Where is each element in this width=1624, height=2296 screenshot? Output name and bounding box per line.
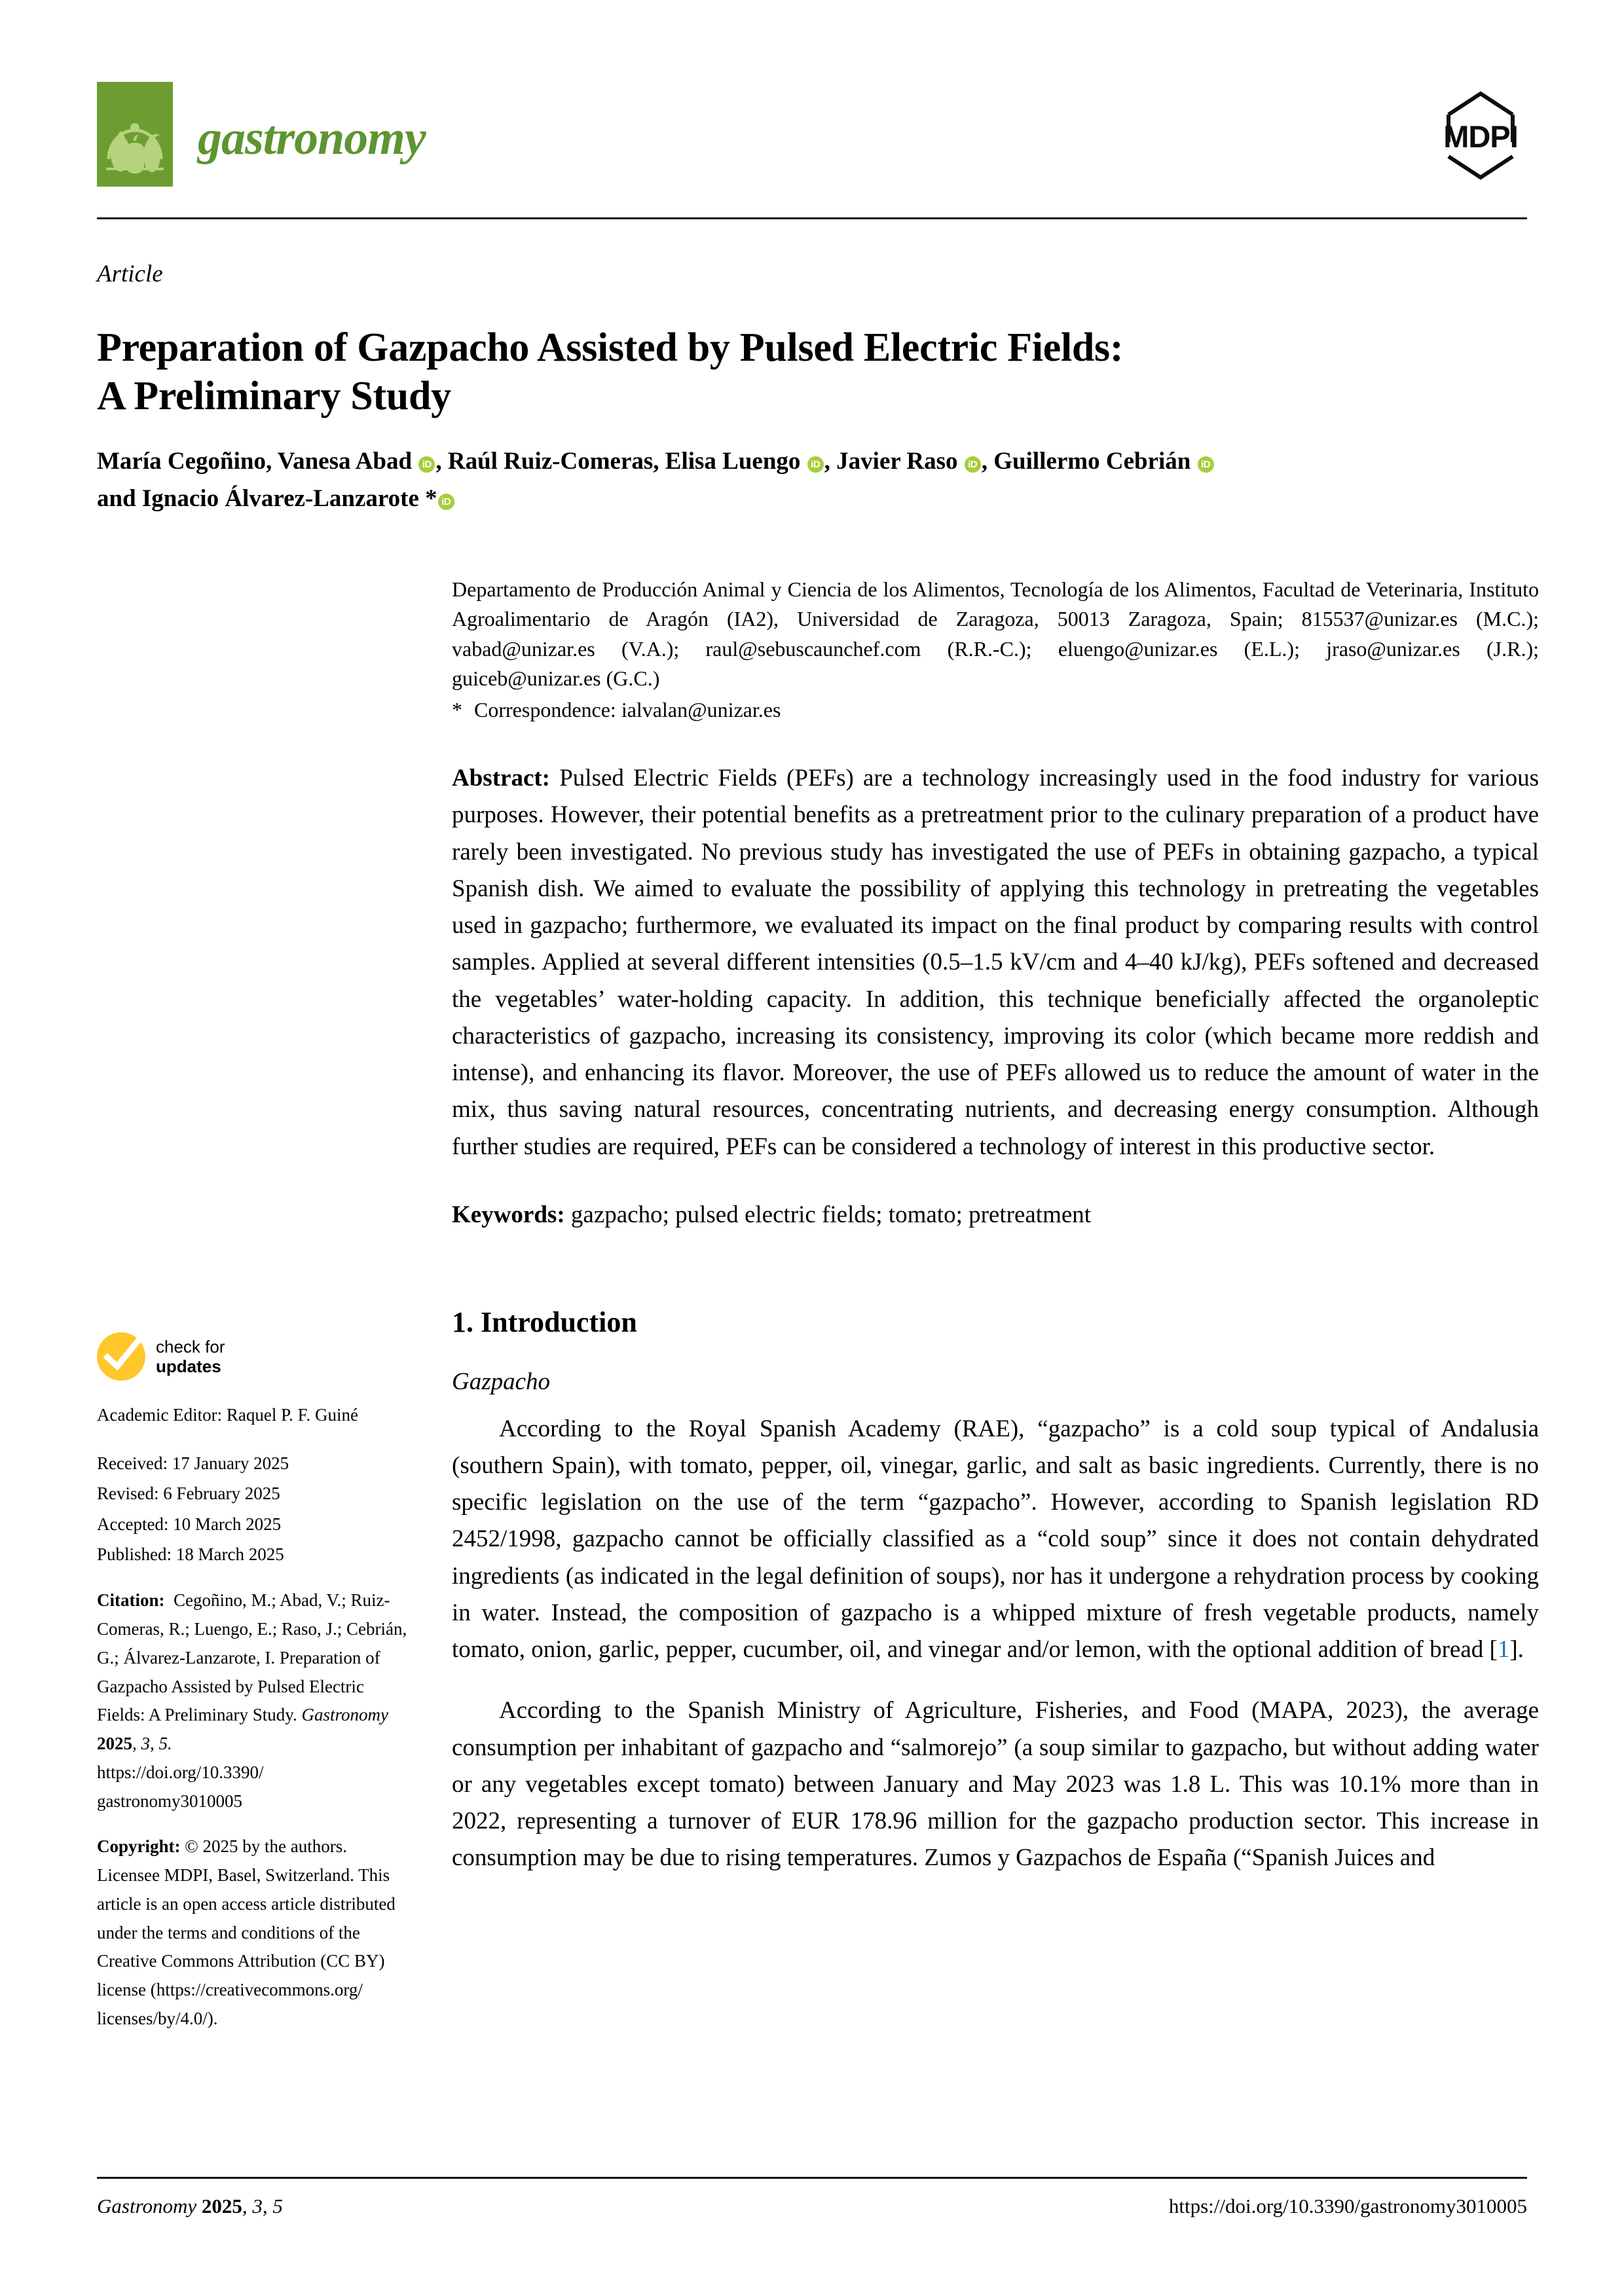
citation-journal: Gastronomy xyxy=(301,1705,389,1725)
author-segment-3: , Javier Raso xyxy=(824,448,964,475)
section-heading-introduction: 1. Introduction xyxy=(452,1306,637,1339)
keywords-text: gazpacho; pulsed electric fields; tomato; pretreatment xyxy=(564,1201,1092,1228)
subsection-heading-gazpacho: Gazpacho xyxy=(452,1368,551,1395)
correspondence-asterisk: * xyxy=(452,697,462,721)
intro-paragraph-1-tail: ]. xyxy=(1509,1636,1524,1664)
citation-line-4: Preparation of Gazpacho Assisted by xyxy=(97,1647,380,1696)
article-type-label: Article xyxy=(97,261,163,287)
gastronomy-logo-icon xyxy=(97,82,173,187)
affiliation-text: Departamento de Producción Animal y Ciencia de los Alimentos, Tecnología de los Alimentos, Facultad de Veterinaria, Instituto Agroalimentario de Aragón (IA2), Universidad de Zaragoza, 50013 Zaragoza, Spain; 815537@unizar.es (M.C.); vabad@unizar.es (V.A.); raul@sebuscaunchef.com (R.R.-C.); eluengo@unizar.es (E.L.); jraso@unizar.es (J.R.); guiceb@unizar.es (G.C.) xyxy=(452,577,1539,691)
date-accepted: Accepted: 10 March 2025 xyxy=(97,1514,282,1534)
citation-doi-line-2[interactable]: gastronomy3010005 xyxy=(97,1791,242,1811)
author-segment-4: , Guillermo Cebrián xyxy=(981,448,1197,475)
footer-doi[interactable]: https://doi.org/10.3390/gastronomy3010005 xyxy=(1168,2195,1527,2217)
citation-line-3: Cebrián, G.; Álvarez-Lanzarote, I. xyxy=(97,1619,407,1667)
masthead xyxy=(97,82,1527,193)
footer-citation xyxy=(97,2195,283,2218)
date-received: Received: 17 January 2025 xyxy=(97,1453,289,1473)
check-for-text: check for xyxy=(156,1336,225,1357)
citation-line-5: Pulsed Electric Fields: A Preliminary xyxy=(97,1676,364,1725)
orcid-icon[interactable]: iD xyxy=(1198,456,1214,473)
author-list xyxy=(97,443,1485,518)
sidebar xyxy=(97,1329,411,2050)
author-segment-2: , Raúl Ruiz-Comeras, Elisa Luengo xyxy=(435,448,807,475)
page-footer xyxy=(97,2195,1527,2218)
check-for-updates-label xyxy=(156,1337,225,1376)
journal-title: gastronomy xyxy=(198,111,426,165)
copyright-text: © 2025 by the authors. Licensee MDPI, Basel, Switzerland. This article is an open access article distributed under the terms and conditions of the Creative Commons Attribution (CC BY) license (https://creativecommons.org/ licenses/by/4.0/). xyxy=(97,1836,396,2028)
check-for-updates-badge[interactable] xyxy=(97,1329,411,1384)
keywords-label: Keywords: xyxy=(452,1201,565,1228)
copyright-label: Copyright: xyxy=(97,1836,181,1857)
citation-block xyxy=(97,1586,411,1815)
footer-year: 2025 xyxy=(201,2195,242,2217)
main-column xyxy=(452,575,1539,1901)
citation-line-1: Cegoñino, M.; Abad, V.; xyxy=(174,1590,346,1611)
intro-paragraph-1 xyxy=(452,1411,1539,1669)
citation-year: 2025 xyxy=(97,1734,132,1754)
title-line-1: Preparation of Gazpacho Assisted by Pulsed Electric Fields: xyxy=(97,325,1124,370)
abstract-text: Pulsed Electric Fields (PEFs) are a technology increasingly used in the food industry for various purposes. However, their potential benefits as a pretreatment prior to the culinary preparation of a product have rarely been investigated. No previous study has investigated the use of PEFs in obtaining gazpacho, a typical Spanish dish. We aimed to evaluate the possibility of applying this technology in pretreating the vegetables used in gazpacho; furthermore, we evaluated its impact on the final product by comparing results with control samples. Applied at several different intensities (0.5–1.5 kV/cm and 4–40 kJ/kg), PEFs softened and decreased the vegetables’ water-holding capacity. In addition, this technique beneficially affected the organoleptic characteristics of gazpacho, increasing its consistency, improving its color (which became more reddish and intense), and enhancing its flavor. Moreover, the use of PEFs allowed us to reduce the amount of water in the mix, thus saving natural resources, concentrating nutrients, and decreasing energy consumption. Although further studies are required, PEFs can be considered a technology of interest in this productive sector. xyxy=(452,765,1539,1160)
orcid-icon[interactable]: iD xyxy=(807,456,824,473)
crossmark-check-icon xyxy=(97,1332,145,1381)
citation-label: Citation: xyxy=(97,1590,165,1611)
citation-doi-line-1[interactable]: https://doi.org/10.3390/ xyxy=(97,1762,264,1782)
footer-volume-page: , 3, 5 xyxy=(242,2195,283,2217)
updates-text: updates xyxy=(156,1357,221,1376)
citation-line-2: Ruiz-Comeras, R.; Luengo, E.; Raso, J.; xyxy=(97,1590,390,1639)
footer-divider xyxy=(97,2177,1527,2179)
date-published: Published: 18 March 2025 xyxy=(97,1544,284,1565)
footer-journal: Gastronomy xyxy=(97,2195,197,2217)
orcid-icon[interactable]: iD xyxy=(438,494,454,510)
citation-reference-link[interactable]: 1 xyxy=(1497,1636,1510,1664)
author-segment-5: and Ignacio Álvarez-Lanzarote * xyxy=(97,485,437,513)
citation-volume-page: , 3, 5. xyxy=(132,1734,172,1754)
abstract-section xyxy=(452,760,1539,1165)
keywords-section xyxy=(452,1197,1539,1233)
journal-branding xyxy=(97,82,426,187)
copyright-block xyxy=(97,1832,411,2033)
academic-editor-text: Academic Editor: Raquel P. F. Guiné xyxy=(97,1405,359,1425)
author-segment-1: María Cegoñino, Vanesa Abad xyxy=(97,448,418,475)
orcid-icon[interactable]: iD xyxy=(965,456,981,473)
correspondence-text: Correspondence: ialvalan@unizar.es xyxy=(474,697,781,721)
mdpi-logo-icon xyxy=(1434,87,1527,184)
correspondence-line xyxy=(452,695,1539,725)
title-line-2: A Preliminary Study xyxy=(97,373,451,418)
svg-text:MDPI: MDPI xyxy=(1443,119,1518,154)
orcid-icon[interactable]: iD xyxy=(418,456,435,473)
intro-paragraph-2: According to the Spanish Ministry of Agriculture, Fisheries, and Food (MAPA, 2023), the average consumption per inhabitant of gazpacho and “salmorejo” (a soup similar to gazpacho, but without adding water or any vegetables except tomato) between January and May 2023 was 1.8 L. This was 10.1% more than in 2022, representing a turnover of EUR 178.96 million for the gazpacho production sector. This increase in consumption may be due to rising temperatures. Zumos y Gazpachos de España (“Spanish Juices and xyxy=(452,1697,1539,1872)
abstract-label: Abstract: xyxy=(452,765,551,792)
publication-dates xyxy=(97,1448,411,1570)
date-revised: Revised: 6 February 2025 xyxy=(97,1484,280,1504)
intro-paragraph-1-text: According to the Royal Spanish Academy (RAE), “gazpacho” is a cold soup typical of Andalusia (southern Spain), with tomato, pepper, oil, vinegar, garlic, and salt as basic ingredients. Currently, there is no specific legislation on the use of the term “gazpacho”. However, according to Spanish legislation RD 2452/1998, gazpacho cannot be officially classified as a “cold soup” since it does not contain dehydrated ingredients (as indicated in the legal definition of soups), nor has it undergone a rehydration process by cooking in water. Instead, the composition of gazpacho is a whipped mixture of fresh vegetable products, namely tomato, onion, garlic, pepper, cucumber, oil, and vinegar and/or lemon, with the optional addition of bread [ xyxy=(452,1415,1539,1664)
citation-study-prefix: Study. xyxy=(252,1705,302,1725)
header-divider xyxy=(97,217,1527,219)
academic-editor xyxy=(97,1401,411,1430)
page-title xyxy=(97,323,1479,421)
